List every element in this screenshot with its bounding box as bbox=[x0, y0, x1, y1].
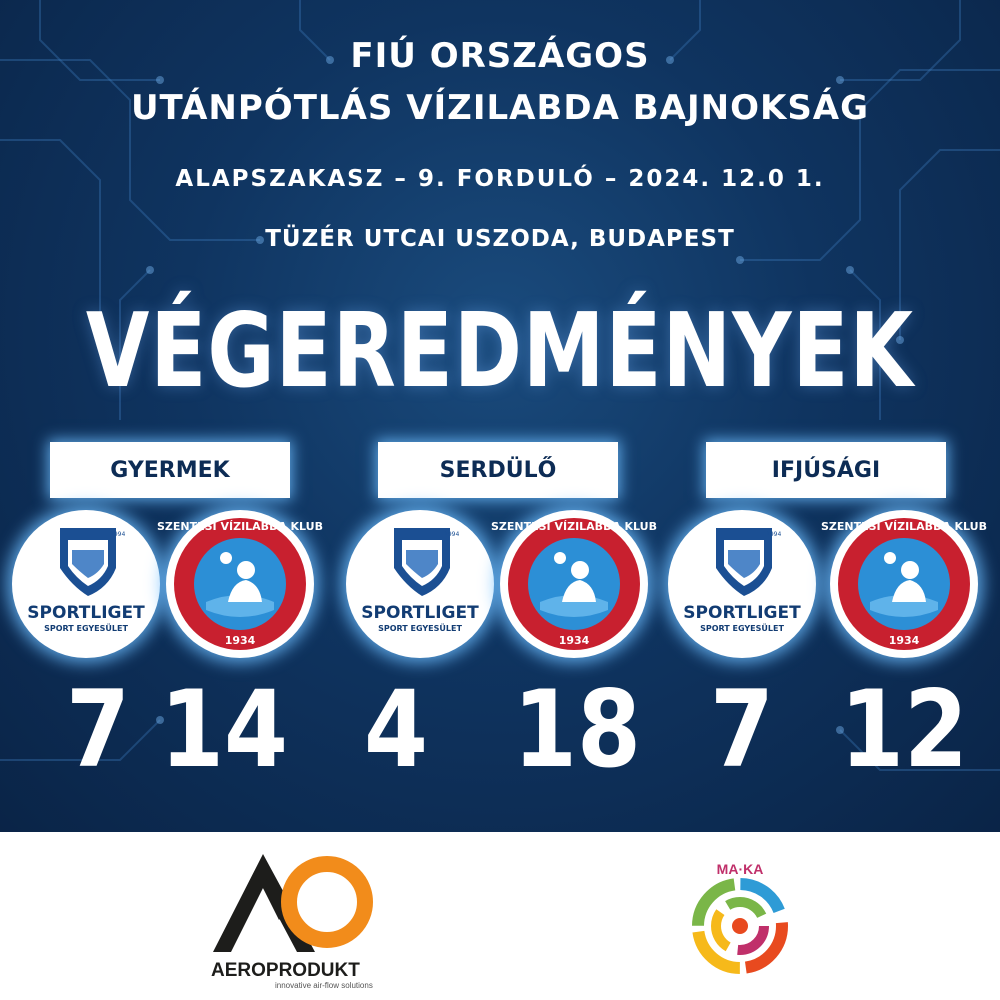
sponsor-footer bbox=[0, 832, 1000, 1000]
home-team-name: SPORTLIGET bbox=[27, 603, 145, 623]
aeroprodukt-logo bbox=[205, 846, 385, 991]
home-team-logo bbox=[668, 510, 816, 658]
title-line-1: FIÚ ORSZÁGOS bbox=[350, 36, 650, 76]
sportliget-emblem-icon bbox=[12, 510, 160, 658]
sponsor-right-name: MA·KA bbox=[716, 861, 764, 877]
score-gyermek-home: 7 bbox=[65, 668, 130, 792]
headline: VÉGEREDMÉNYEK bbox=[85, 292, 915, 411]
away-team-name: SZENTESI VÍZILABDA KLUB bbox=[157, 520, 323, 533]
home-team-logo bbox=[12, 510, 160, 658]
szentesi-emblem-icon bbox=[491, 510, 657, 658]
category-label-ifjusagi: IFJÚSÁGI bbox=[708, 444, 944, 496]
score-gyermek-away: 14 bbox=[160, 668, 289, 792]
szentesi-emblem-icon bbox=[157, 510, 323, 658]
score-ifjusagi-home: 7 bbox=[709, 668, 774, 792]
away-team-name: SZENTESI VÍZILABDA KLUB bbox=[491, 520, 657, 533]
sportliget-emblem-icon bbox=[346, 510, 494, 658]
home-year: 1994 bbox=[444, 531, 460, 538]
away-team-logo bbox=[491, 510, 657, 658]
category-label-serdulo: SERDÜLŐ bbox=[380, 444, 616, 496]
sponsor-left-tagline: innovative air-flow solutions bbox=[275, 981, 373, 990]
away-team-logo bbox=[157, 510, 323, 658]
szentesi-emblem-icon bbox=[821, 510, 987, 658]
home-team-name: SPORTLIGET bbox=[361, 603, 479, 623]
venue: TÜZÉR UTCAI USZODA, BUDAPEST bbox=[265, 226, 735, 252]
home-year: 1994 bbox=[110, 531, 126, 538]
home-team-name: SPORTLIGET bbox=[683, 603, 801, 623]
maka-logo bbox=[676, 858, 806, 988]
score-serdulo-home: 4 bbox=[363, 668, 428, 792]
away-team-name: SZENTESI VÍZILABDA KLUB bbox=[821, 520, 987, 533]
home-team-logo bbox=[346, 510, 494, 658]
away-year: 1934 bbox=[888, 634, 920, 647]
round-info: ALAPSZAKASZ – 9. FORDULÓ – 2024. 12.0 1. bbox=[175, 166, 825, 192]
home-team-subtitle: SPORT EGYESÜLET bbox=[44, 624, 128, 633]
away-team-logo bbox=[821, 510, 987, 658]
score-ifjusagi-away: 12 bbox=[840, 668, 969, 792]
home-team-subtitle: SPORT EGYESÜLET bbox=[700, 624, 784, 633]
home-year: 1994 bbox=[766, 531, 782, 538]
away-year: 1934 bbox=[558, 634, 590, 647]
away-year: 1934 bbox=[224, 634, 256, 647]
sponsor-left-name: AEROPRODUKT bbox=[211, 960, 360, 981]
category-label-gyermek: GYERMEK bbox=[52, 444, 288, 496]
title-line-2: UTÁNPÓTLÁS VÍZILABDA BAJNOKSÁG bbox=[130, 88, 870, 128]
home-team-subtitle: SPORT EGYESÜLET bbox=[378, 624, 462, 633]
sportliget-emblem-icon bbox=[668, 510, 816, 658]
score-serdulo-away: 18 bbox=[512, 668, 642, 792]
